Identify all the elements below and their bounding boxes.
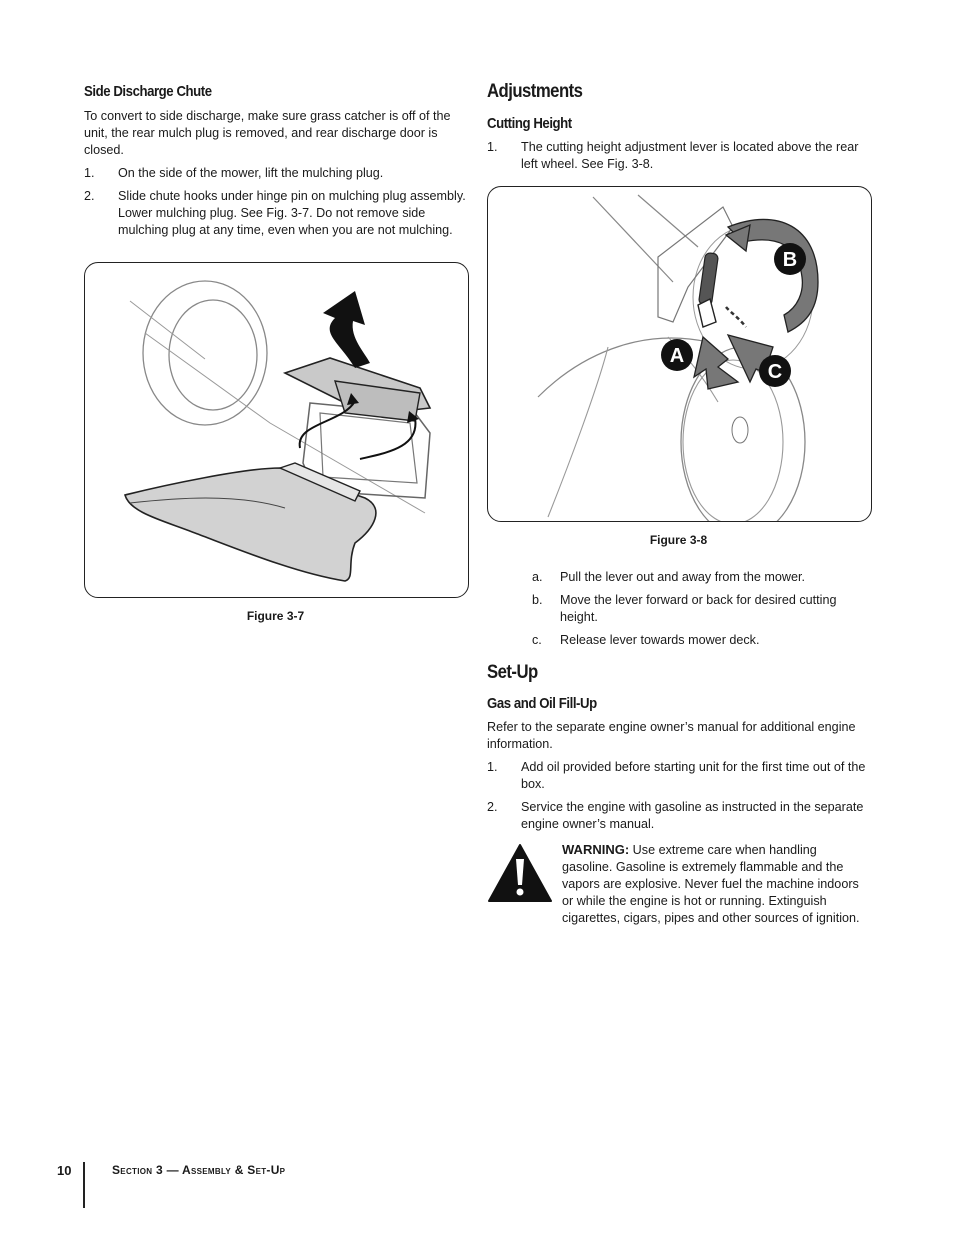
figure-3-8 bbox=[487, 186, 872, 522]
warning-label: WARNING: bbox=[562, 842, 630, 857]
adjustments-heading: Adjustments bbox=[487, 81, 583, 102]
list-number: a. bbox=[532, 570, 543, 584]
list-text: Move the lever forward or back for desired cutting height. bbox=[560, 593, 837, 624]
side-discharge-intro: To convert to side discharge, make sure grass catcher is off of the unit, the rear mulch plug is removed, and rear discharge door is closed. bbox=[84, 109, 451, 157]
list-text: Pull the lever out and away from the mower. bbox=[560, 570, 805, 584]
list-text: Slide chute hooks under hinge pin on mulching plug assembly. Lower mulching plug. See Fig. 3-7. Do not remove side mulching plug at any time, even when you are not mulching. bbox=[118, 189, 466, 237]
list-item bbox=[84, 188, 469, 239]
list-text: Add oil provided before starting unit for the first time out of the box. bbox=[521, 760, 866, 791]
list-number: 1. bbox=[487, 760, 498, 774]
setup-intro: Refer to the separate engine owner’s manual for additional engine information. bbox=[487, 720, 856, 751]
right-column-bottom bbox=[487, 569, 872, 833]
list-number: 2. bbox=[487, 800, 498, 814]
list-item bbox=[487, 569, 872, 586]
side-discharge-heading: Side Discharge Chute bbox=[84, 83, 212, 100]
warning-icon bbox=[487, 843, 553, 908]
figure-3-7-caption: Figure 3-7 bbox=[246, 609, 305, 623]
list-number: 1. bbox=[84, 166, 95, 180]
list-item bbox=[487, 632, 872, 649]
list-number: 1. bbox=[487, 140, 498, 154]
warning-text: Use extreme care when handling gasoline. Gasoline is extremely flammable and the vapors are explosive. Never fuel the machine indoors or while the engine is hot or running. Extinguish cigarettes, cigars, pipes and other sources of ignition. bbox=[562, 843, 860, 925]
warning-text-block bbox=[562, 841, 862, 927]
list-text: On the side of the mower, lift the mulching plug. bbox=[118, 166, 384, 180]
callout-a: A bbox=[669, 345, 685, 367]
cutting-height-heading: Cutting Height bbox=[487, 115, 572, 132]
footer-divider bbox=[83, 1162, 85, 1208]
list-item bbox=[487, 592, 872, 626]
list-item bbox=[487, 139, 872, 173]
left-column bbox=[84, 82, 469, 239]
list-number: 2. bbox=[84, 189, 95, 203]
right-column-top bbox=[487, 80, 872, 173]
list-number: b. bbox=[532, 593, 543, 607]
gas-oil-heading: Gas and Oil Fill-Up bbox=[487, 695, 597, 712]
figure-3-8-caption: Figure 3-8 bbox=[649, 533, 708, 547]
setup-heading: Set-Up bbox=[487, 662, 538, 683]
list-item bbox=[487, 759, 872, 793]
callout-c: C bbox=[767, 361, 783, 383]
list-text: Release lever towards mower deck. bbox=[560, 633, 760, 647]
list-number: c. bbox=[532, 633, 542, 647]
page-number: 10 bbox=[57, 1163, 72, 1178]
figure-3-7 bbox=[84, 262, 469, 598]
list-text: The cutting height adjustment lever is located above the rear left wheel. See Fig. 3-8. bbox=[521, 140, 859, 171]
list-text: Service the engine with gasoline as instructed in the separate engine owner’s manual. bbox=[521, 800, 864, 831]
mulching-plug-illustration bbox=[85, 263, 468, 597]
list-item bbox=[487, 799, 872, 833]
callout-b: B bbox=[782, 249, 798, 271]
list-item bbox=[84, 165, 469, 182]
footer-section: Section 3 — Assembly & Set-Up bbox=[112, 1163, 286, 1177]
height-lever-illustration bbox=[488, 187, 871, 521]
